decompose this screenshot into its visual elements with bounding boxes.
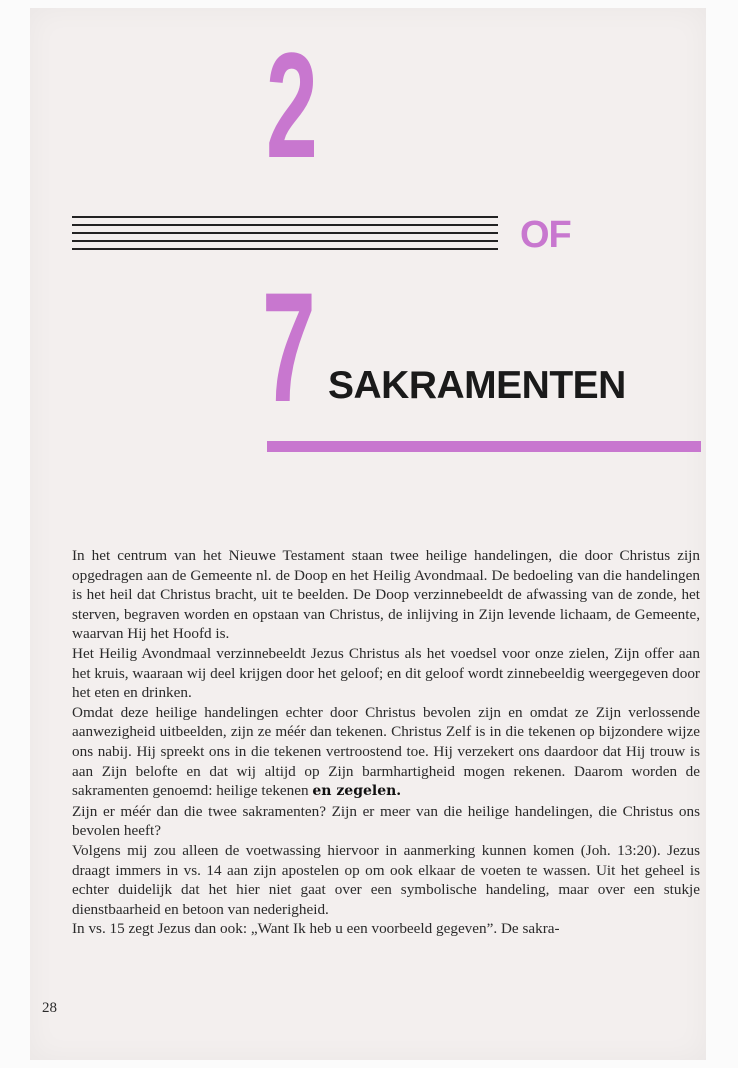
rule-line (72, 248, 498, 250)
heading-number-two: 2 (266, 21, 316, 189)
bold-phrase: en zegelen. (312, 783, 402, 800)
rule-line (72, 240, 498, 242)
accent-bar (267, 441, 701, 452)
rule-line (72, 224, 498, 226)
heading-number-seven: 7 (262, 261, 316, 435)
heading-rules (72, 216, 498, 253)
book-page (30, 8, 706, 1060)
heading-connector: OF (520, 214, 571, 256)
paragraph: Het Heilig Avondmaal verzinnebeeldt Jezus Christus als het voedsel voor onze zielen, Zijn offer aan het kruis, waaraan wij deel krijgen door het geloof; en dit geloof wordt zinnebeeldig weergegeven door het eten en drinken. (72, 644, 700, 702)
page-title: SAKRAMENTEN (328, 364, 626, 407)
paragraph: Volgens mij zou alleen de voetwassing hiervoor in aanmerking kunnen komen (Joh. 13:20). Jezus draagt immers in vs. 14 aan zijn apostelen op om ook elkaar de voeten te wassen. Uit het geheel is echter duidelijk dat het hier niet gaat over een symbolische handeling, maar over een stukje dienstbaarheid en betoon van nederigheid. (72, 841, 700, 918)
paragraph: In het centrum van het Nieuwe Testament staan twee heilige handelingen, die door Christus zijn opgedragen aan de Gemeente nl. de Doop en het Heilig Avondmaal. De bedoeling van die handelingen is het heil dat Christus bracht, uit te beelden. De Doop verzinnebeeldt de afwassing van de zonde, het sterven, begraven worden en opstaan van Christus, de inlijving in Zijn levende lichaam, de Gemeente, waarvan Hij het Hoofd is. (72, 547, 700, 643)
paragraph-text: Omdat deze heilige handelingen echter door Christus bevolen zijn en omdat ze Zijn verlossende aanwezigheid uitbeelden, zijn ze méér dan tekenen. Christus Zelf is in die tekenen op bijzondere wijze ons nabij. Hij spreekt ons in die tekenen vertroostend toe. Hij verzekert ons daardoor dat Hij trouw is aan Zijn belofte en dat wij altijd op Zijn barmhartigheid mogen rekenen. Daarom worden de sakramenten genoemd: heilige tekenen (72, 703, 700, 800)
page-number: 28 (42, 1000, 57, 1016)
paragraph: In vs. 15 zegt Jezus dan ook: „Want Ik heb u een voorbeeld gegeven”. De sakra- (72, 920, 560, 938)
rule-line (72, 232, 498, 234)
rule-line (72, 216, 498, 218)
body-text (72, 546, 700, 939)
paragraph: Zijn er méér dan die twee sakramenten? Zijn er meer van die heilige handelingen, die Christus ons bevolen heeft? (72, 802, 700, 840)
paragraph (72, 703, 700, 802)
